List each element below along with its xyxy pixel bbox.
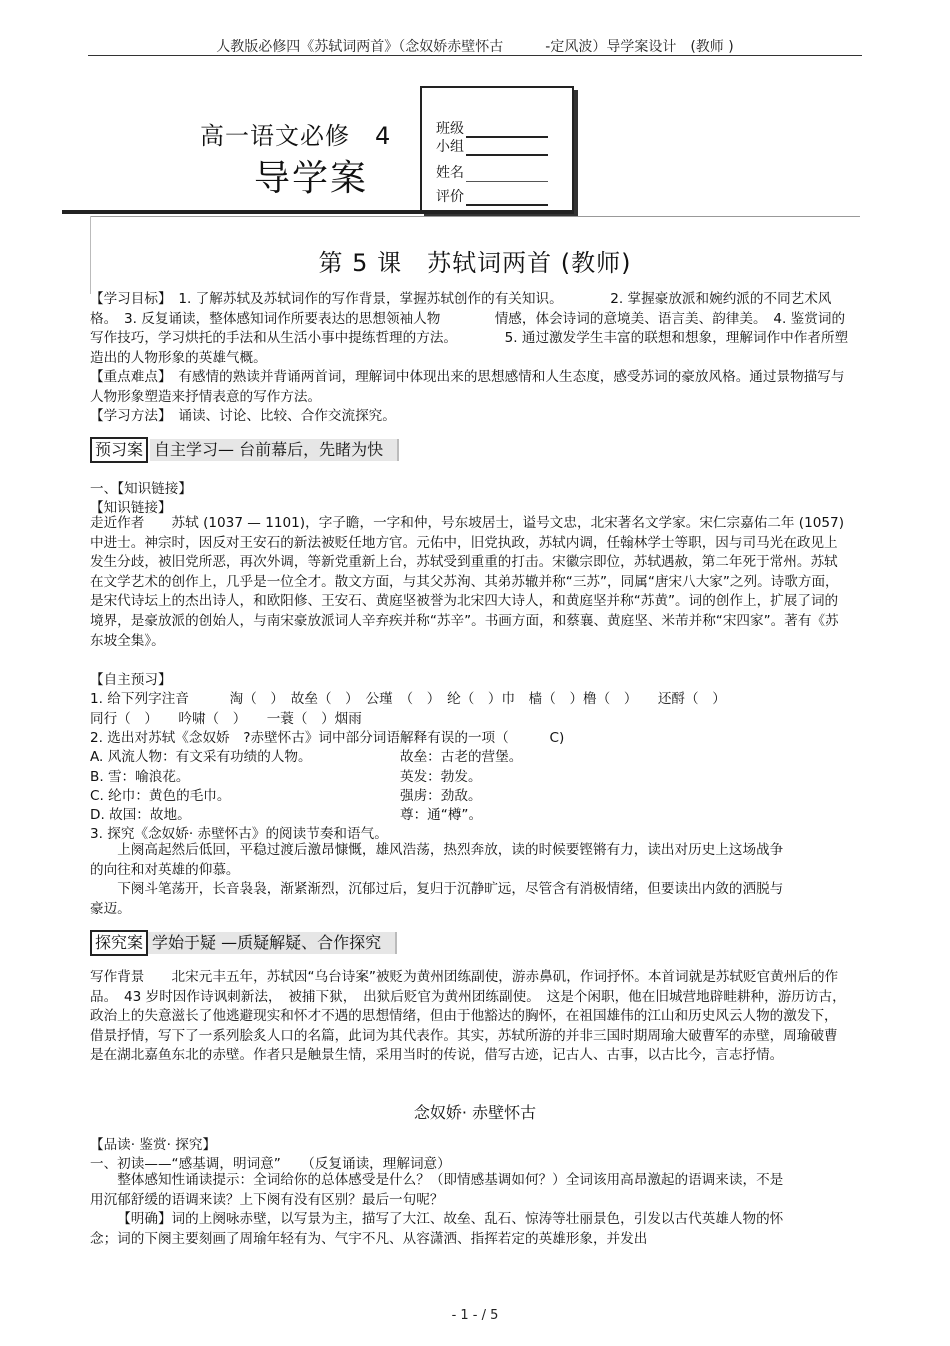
question-1-line-2: 同行（ ） 吟啸（ ） 一蓑（ ）烟雨 (90, 711, 362, 727)
running-header: 人教版必修四《苏轼词两首》（念奴娇赤壁怀古 -定风波）导学案设计 (教师 ) (216, 39, 734, 55)
question-2: 2. 选出对苏轼《念奴娇 ?赤壁怀古》词中部分词语解释有误的一项（ C) (90, 730, 565, 746)
option-a-right: 故垒：古老的营堡。 (400, 749, 523, 765)
title-underline (62, 210, 574, 214)
first-reading-answer: 【明确】词的上阕咏赤壁，以写景为主，描写了大江、故垒、乱石、惊涛等壮丽景色，引发以古代英雄人物的怀念；词的下阕主要刻画了周瑜年轻有为、气宇不凡、从容潇洒、指挥若定的英雄形象，并发出 (90, 1211, 784, 1247)
class-field[interactable]: 班级 (436, 104, 548, 138)
option-a-left: A. 风流人物：有文采有功绩的人物。 (90, 749, 312, 765)
preview-tag: 预习案 (90, 437, 148, 463)
option-c-left: C. 纶巾：黄色的毛巾。 (90, 788, 231, 804)
section-divider (90, 216, 860, 217)
learning-goals: 【学习目标】 1. 了解苏轼及苏轼词作的写作背景，掌握苏轼创作的有关知识。 2. 掌握豪放派和婉约派的不同艺术风格。 3. 反复诵读，整体感知词作所要表达的思想领袖人物 情感，体会诗词的意境美、语言美、韵律美。 4. 鉴赏词的写作技巧，学习烘托的手法和从生活小事中提练哲理的方法。 5. 通过激发学生丰富的联想和想象，理解词作中作者所塑造出的人物形象的英雄气概。 (90, 291, 849, 366)
first-reading-prompt: 整体感知性诵读提示：全词给你的总体感受是什么？（即情感基调如何？）全词该用高昂激起的语调来读，不是用沉郁舒缓的语调来读？上下阕有没有区别？最后一句呢？ (90, 1172, 784, 1208)
option-d-left: D. 故国：故地。 (90, 807, 191, 823)
question-3: 3. 探究《念奴娇· 赤壁怀古》的阅读节奏和语气。 (90, 826, 388, 842)
self-preview-heading: 【自主预习】 (90, 672, 172, 688)
first-reading-step: 一、初读——“感基调，明词意” （反复诵读，理解词意） (90, 1156, 451, 1172)
knowledge-heading-2: 【知识链接】 (90, 500, 172, 516)
preview-section-header (90, 437, 399, 463)
evaluation-field[interactable]: 评价 (436, 186, 548, 206)
question-3-upper-stanza: 上阕高起然后低回，平稳过渡后激昂慷慨，雄风浩荡，热烈奔放，读的时候要铿锵有力，读出对历史上这场战争的向往和对英雄的仰慕。 (90, 842, 784, 878)
lesson-title: 第 5 课 苏轼词两首 (教师) (318, 249, 632, 277)
explore-tag: 探究案 (90, 930, 148, 956)
student-info-box (420, 86, 574, 212)
key-points: 【重点难点】 有感情的熟读并背诵两首词，理解词中体现出来的思想感情和人生态度，感受苏词的豪放风格。通过景物描写与人物形象塑造来抒情表意的写作方法。 (90, 369, 845, 405)
learning-methods: 【学习方法】 诵读、讨论、比较、合作交流探究。 (90, 408, 396, 424)
preview-section-title: 自主学习— 台前幕后，先睹为快 (150, 439, 399, 461)
reading-heading: 【品读· 鉴赏· 探究】 (90, 1137, 217, 1153)
guide-title: 导学案 (254, 158, 369, 199)
course-title: 高一语文必修 4 (200, 122, 392, 150)
page-number: - 1 - / 5 (451, 1308, 499, 1323)
group-field[interactable]: 小组 (436, 136, 548, 156)
option-c-right: 强虏：劲敌。 (400, 788, 482, 804)
writing-background: 写作背景 北宋元丰五年，苏轼因“乌台诗案”被贬为黄州团练副使，游赤鼻矶，作词抒怀。本首词就是苏轼贬官黄州后的作品。 43 岁时因作诗讽刺新法， 被捕下狱， 出狱后贬官为黄州团练副使。 这是个闲职，他在旧城营地辟畦耕种，游历访古，政治上的失意滋长了他逃避现实和怀才不遇的思想情绪，但由于他豁达的胸怀，在祖国雄伟的江山和历史风云人物的激发下，借景抒情，写下了一系列脍炙人口的名篇，此词为其代表作。其实，苏轼所游的并非三国时期周瑜大破曹军的赤壁，周瑜破曹是在湖北嘉鱼东北的赤壁。作者只是触景生情，采用当时的传说，借写古迹，记古人、古事，以古比今，言志抒情。 (90, 969, 846, 1064)
option-d-right: 尊：通“樽”。 (400, 807, 483, 823)
header-rule (88, 55, 862, 56)
option-b-right: 英发：勃发。 (400, 769, 482, 785)
option-b-left: B. 雪：喻浪花。 (90, 769, 190, 785)
explore-section-title: 学始于疑 —质疑解疑、合作探究 (148, 932, 397, 954)
knowledge-heading-1: 一、【知识链接】 (90, 481, 192, 497)
question-1-line-1: 1. 给下列字注音 淘（ ） 故垒（ ） 公瑾 （ ） 纶（ ）巾 樯（ ）橹（ ） 还酹（ ） (90, 691, 726, 707)
author-intro: 走近作者 苏轼 (1037 — 1101)，字子瞻，一字和仲，号东坡居士，谥号文忠，北宋著名文学家。宋仁宗嘉佑二年 (1057) 中进士。神宗时，因反对王安石的新法被贬任地方官。元佑中，旧党执政，苏轼内调，任翰林学士等职，因与司马光在政见上发生分歧，被旧党所恶，再次外调，等新党重新上台，苏轼受到重重的打击。宋徽宗即位，苏轼遇赦，第二年死于常州。苏轼在文学艺术的创作上，几乎是一位全才。散文方面，与其父苏洵、其弟苏辙并称“三苏”，同属“唐宋八大家”之列。诗歌方面，是宋代诗坛上的杰出诗人，和欧阳修、王安石、黄庭坚被誉为北宋四大诗人，和黄庭坚并称“苏黄”。词的创作上，扩展了词的境界，是豪放派的创始人，与南宋豪放派词人辛弃疾并称“苏辛”。书画方面，和蔡襄、黄庭坚、米芾并称“宋四家”。著有《苏东坡全集》。 (90, 515, 844, 649)
explore-section-header (90, 930, 397, 956)
name-field[interactable]: 姓名 (436, 162, 548, 182)
poem-title: 念奴娇· 赤壁怀古 (413, 1103, 537, 1122)
question-3-lower-stanza: 下阕斗笔荡开，长音袅袅，渐紧渐烈，沉郁过后，复归于沉静旷远，尽管含有消极情绪，但要读出内敛的洒脱与豪迈。 (90, 881, 784, 917)
